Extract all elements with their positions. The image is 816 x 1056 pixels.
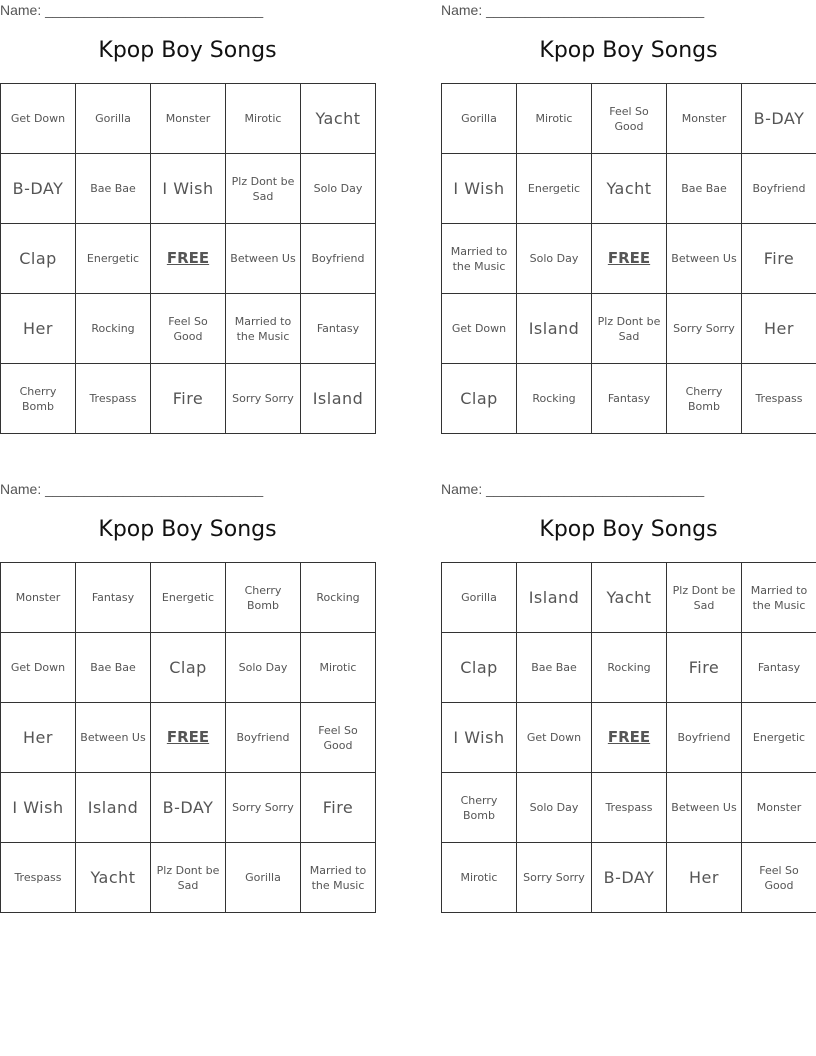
bingo-cell[interactable]: Gorilla (442, 84, 517, 154)
bingo-cell[interactable]: Yacht (301, 84, 376, 154)
bingo-cell[interactable]: Boyfriend (301, 224, 376, 294)
bingo-cell[interactable]: I Wish (442, 154, 517, 224)
bingo-cell[interactable]: Get Down (1, 84, 76, 154)
bingo-cell[interactable]: I Wish (442, 703, 517, 773)
bingo-cell[interactable]: Trespass (1, 843, 76, 913)
bingo-cell[interactable]: Feel So Good (151, 294, 226, 364)
bingo-cell[interactable]: Trespass (592, 773, 667, 843)
bingo-cell[interactable]: Island (301, 364, 376, 434)
bingo-cell[interactable]: Island (517, 294, 592, 364)
bingo-cell[interactable]: Bae Bae (517, 633, 592, 703)
bingo-cell[interactable]: Energetic (151, 563, 226, 633)
bingo-cell[interactable]: Mirotic (226, 84, 301, 154)
bingo-cell[interactable]: Rocking (301, 563, 376, 633)
bingo-cell[interactable]: Yacht (76, 843, 151, 913)
bingo-cell[interactable]: Solo Day (301, 154, 376, 224)
bingo-cell[interactable]: Her (742, 294, 816, 364)
card-title: Kpop Boy Songs (98, 517, 277, 542)
bingo-cell[interactable]: Sorry Sorry (517, 843, 592, 913)
name-field[interactable]: Name: ____________________________ (441, 2, 705, 18)
bingo-cell[interactable]: Get Down (1, 633, 76, 703)
bingo-grid (0, 83, 376, 434)
bingo-cell[interactable]: Her (1, 294, 76, 364)
bingo-cell[interactable]: Solo Day (517, 773, 592, 843)
bingo-cell[interactable]: Monster (667, 84, 742, 154)
bingo-cell[interactable]: Fire (667, 633, 742, 703)
bingo-cell[interactable]: Rocking (76, 294, 151, 364)
bingo-cell[interactable]: Mirotic (301, 633, 376, 703)
bingo-grid (441, 83, 816, 434)
bingo-cell[interactable]: Sorry Sorry (226, 773, 301, 843)
bingo-cell[interactable]: Clap (442, 633, 517, 703)
bingo-cell[interactable]: I Wish (151, 154, 226, 224)
bingo-cell[interactable]: Get Down (517, 703, 592, 773)
bingo-cell[interactable]: Fantasy (76, 563, 151, 633)
bingo-cell[interactable]: Boyfriend (667, 703, 742, 773)
bingo-cell[interactable]: Cherry Bomb (442, 773, 517, 843)
bingo-cell[interactable]: Cherry Bomb (226, 563, 301, 633)
bingo-cell[interactable]: Mirotic (442, 843, 517, 913)
bingo-cell[interactable]: Cherry Bomb (1, 364, 76, 434)
bingo-cell[interactable]: Trespass (742, 364, 816, 434)
bingo-cell[interactable]: Fantasy (592, 364, 667, 434)
bingo-cell[interactable]: Fantasy (301, 294, 376, 364)
bingo-cell[interactable]: Bae Bae (76, 633, 151, 703)
card-title: Kpop Boy Songs (98, 38, 277, 63)
bingo-cell[interactable]: Trespass (76, 364, 151, 434)
bingo-cell[interactable]: Plz Dont be Sad (667, 563, 742, 633)
bingo-cell[interactable]: B-DAY (151, 773, 226, 843)
bingo-cell[interactable]: Gorilla (76, 84, 151, 154)
bingo-cell[interactable]: Plz Dont be Sad (151, 843, 226, 913)
bingo-cell[interactable]: Monster (1, 563, 76, 633)
bingo-cell[interactable]: Gorilla (226, 843, 301, 913)
bingo-cell[interactable]: Married to the Music (442, 224, 517, 294)
bingo-cell[interactable]: Solo Day (517, 224, 592, 294)
name-field[interactable]: Name: ____________________________ (0, 481, 264, 497)
bingo-cell[interactable]: B-DAY (742, 84, 816, 154)
bingo-cell[interactable]: Clap (151, 633, 226, 703)
bingo-cell[interactable]: Her (1, 703, 76, 773)
bingo-cell[interactable]: Feel So Good (301, 703, 376, 773)
name-field[interactable]: Name: ____________________________ (441, 481, 705, 497)
bingo-grid (441, 562, 816, 913)
bingo-cell[interactable]: Between Us (226, 224, 301, 294)
bingo-cell[interactable]: Island (517, 563, 592, 633)
bingo-cell[interactable]: Energetic (742, 703, 816, 773)
bingo-cell[interactable]: Energetic (517, 154, 592, 224)
free-space-cell[interactable]: FREE (592, 703, 667, 773)
free-space-cell[interactable]: FREE (151, 703, 226, 773)
bingo-cell[interactable]: Her (667, 843, 742, 913)
bingo-cell[interactable]: Monster (151, 84, 226, 154)
bingo-cell[interactable]: Feel So Good (742, 843, 816, 913)
bingo-cell[interactable]: Rocking (592, 633, 667, 703)
free-space-cell[interactable]: FREE (592, 224, 667, 294)
bingo-cell[interactable]: Energetic (76, 224, 151, 294)
bingo-cell[interactable]: Between Us (667, 224, 742, 294)
bingo-cell[interactable]: Bae Bae (76, 154, 151, 224)
bingo-cell[interactable]: Sorry Sorry (667, 294, 742, 364)
bingo-cell[interactable]: Married to the Music (742, 563, 816, 633)
bingo-cell[interactable]: Plz Dont be Sad (226, 154, 301, 224)
bingo-cell[interactable]: Mirotic (517, 84, 592, 154)
bingo-cell[interactable]: Married to the Music (301, 843, 376, 913)
bingo-cell[interactable]: Fire (301, 773, 376, 843)
card-title: Kpop Boy Songs (539, 517, 718, 542)
bingo-cell[interactable]: Plz Dont be Sad (592, 294, 667, 364)
card-title: Kpop Boy Songs (539, 38, 718, 63)
bingo-cell[interactable]: Clap (442, 364, 517, 434)
bingo-cell[interactable]: Fire (151, 364, 226, 434)
bingo-cell[interactable]: Bae Bae (667, 154, 742, 224)
bingo-cell[interactable]: Fire (742, 224, 816, 294)
bingo-cell[interactable]: Boyfriend (226, 703, 301, 773)
bingo-cell[interactable]: B-DAY (1, 154, 76, 224)
bingo-cell[interactable]: Cherry Bomb (667, 364, 742, 434)
bingo-grid (0, 562, 376, 913)
bingo-cell[interactable]: Married to the Music (226, 294, 301, 364)
name-field[interactable]: Name: ____________________________ (0, 2, 264, 18)
bingo-cell[interactable]: Boyfriend (742, 154, 816, 224)
bingo-cell[interactable]: Yacht (592, 563, 667, 633)
bingo-cell[interactable]: Fantasy (742, 633, 816, 703)
bingo-cell[interactable]: Between Us (76, 703, 151, 773)
bingo-cell[interactable]: Sorry Sorry (226, 364, 301, 434)
bingo-cell[interactable]: Rocking (517, 364, 592, 434)
bingo-cell[interactable]: Solo Day (226, 633, 301, 703)
bingo-cell[interactable]: Get Down (442, 294, 517, 364)
bingo-cell[interactable]: Clap (1, 224, 76, 294)
bingo-cell[interactable]: I Wish (1, 773, 76, 843)
bingo-cell[interactable]: B-DAY (592, 843, 667, 913)
bingo-cell[interactable]: Monster (742, 773, 816, 843)
bingo-cell[interactable]: Gorilla (442, 563, 517, 633)
free-space-cell[interactable]: FREE (151, 224, 226, 294)
bingo-cell[interactable]: Yacht (592, 154, 667, 224)
bingo-cell[interactable]: Feel So Good (592, 84, 667, 154)
bingo-cell[interactable]: Island (76, 773, 151, 843)
bingo-cell[interactable]: Between Us (667, 773, 742, 843)
